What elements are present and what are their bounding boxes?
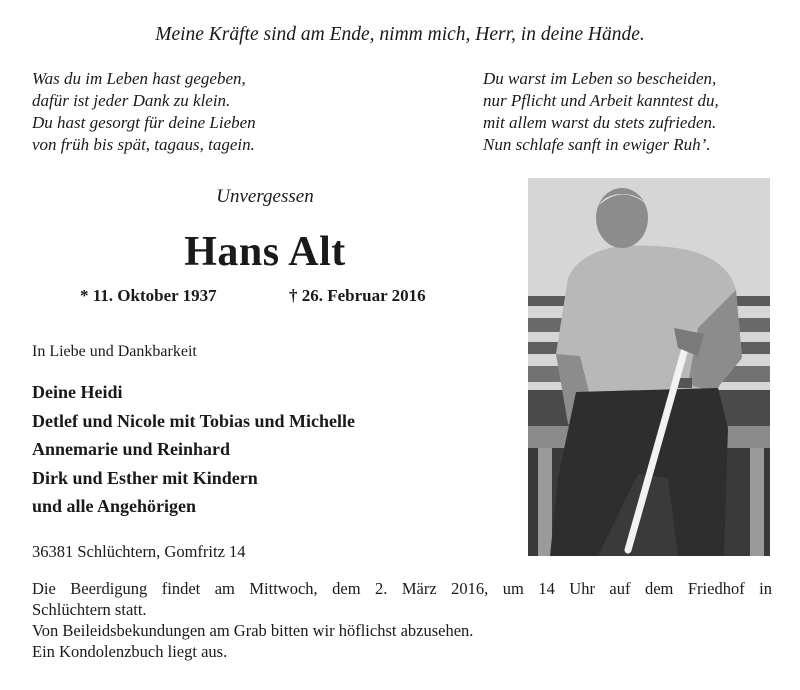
notice-word: in: [759, 579, 772, 598]
notice-line: Schlüchtern statt.: [32, 600, 147, 619]
portrait-photo: [528, 178, 770, 556]
heading-unvergessen: Unvergessen: [216, 186, 314, 207]
poem-right-line: Du warst im Leben so bescheiden,: [483, 69, 717, 88]
poem-right-line: Nun schlafe sanft in ewiger Ruh’.: [483, 135, 711, 154]
notice-line-justified: [32, 578, 772, 599]
poem-left-line: von früh bis spät, tagaus, tagein.: [32, 135, 255, 154]
notice-word: Mittwoch,: [249, 579, 318, 598]
notice-word: dem: [644, 579, 674, 598]
notice-word: 14: [538, 579, 555, 598]
notice-line: Von Beileidsbekundungen am Grab bitten wir höflichst abzusehen.: [32, 621, 474, 640]
notice-word: am: [214, 579, 235, 598]
notice-word: 2016,: [451, 579, 489, 598]
poem-right: [483, 68, 719, 156]
poem-left-line: Was du im Leben hast gegeben,: [32, 69, 246, 88]
mourners-list: [32, 378, 355, 521]
poem-left: [32, 68, 256, 156]
notice-word: findet: [161, 579, 201, 598]
notice-word: auf: [609, 579, 631, 598]
poem-right-line: nur Pflicht und Arbeit kanntest du,: [483, 91, 719, 110]
bench-leg: [538, 448, 552, 556]
funeral-notice: [32, 578, 772, 662]
watch: [678, 378, 692, 388]
notice-line: Ein Kondolenzbuch liegt aus.: [32, 642, 228, 661]
mourner-line: Dirk und Esther mit Kindern: [32, 467, 258, 488]
address-line: 36381 Schlüchtern, Gomfritz 14: [32, 542, 246, 561]
poem-right-line: mit allem warst du stets zufrieden.: [483, 113, 717, 132]
mourner-line: Annemarie und Reinhard: [32, 439, 231, 459]
deceased-name: Hans Alt: [184, 229, 346, 275]
poem-left-line: dafür ist jeder Dank zu klein.: [32, 91, 231, 110]
mourner-line: Deine Heidi: [32, 382, 123, 402]
notice-word: 2.: [375, 579, 388, 598]
notice-word: Uhr: [569, 579, 595, 598]
man-head: [596, 188, 648, 248]
dedication-intro: In Liebe und Dankbarkeit: [32, 343, 197, 360]
death-date: † 26. Februar 2016: [289, 286, 426, 305]
mourner-line: und alle Angehörigen: [32, 496, 197, 516]
bench-leg: [750, 448, 764, 556]
poem-left-line: Du hast gesorgt für deine Lieben: [32, 113, 256, 132]
portrait-illustration: [528, 178, 770, 556]
notice-word: Die: [32, 579, 56, 598]
birth-date: * 11. Oktober 1937: [80, 286, 217, 305]
notice-word: dem: [332, 579, 361, 598]
notice-word: Friedhof: [687, 579, 745, 598]
notice-word: März: [401, 579, 437, 598]
notice-word: Beerdigung: [70, 579, 148, 598]
notice-word: um: [502, 579, 524, 598]
mourner-line: Detlef und Nicole mit Tobias und Michelle: [32, 410, 356, 431]
motto-line: Meine Kräfte sind am Ende, nimm mich, Herr, in deine Hände.: [155, 24, 645, 45]
